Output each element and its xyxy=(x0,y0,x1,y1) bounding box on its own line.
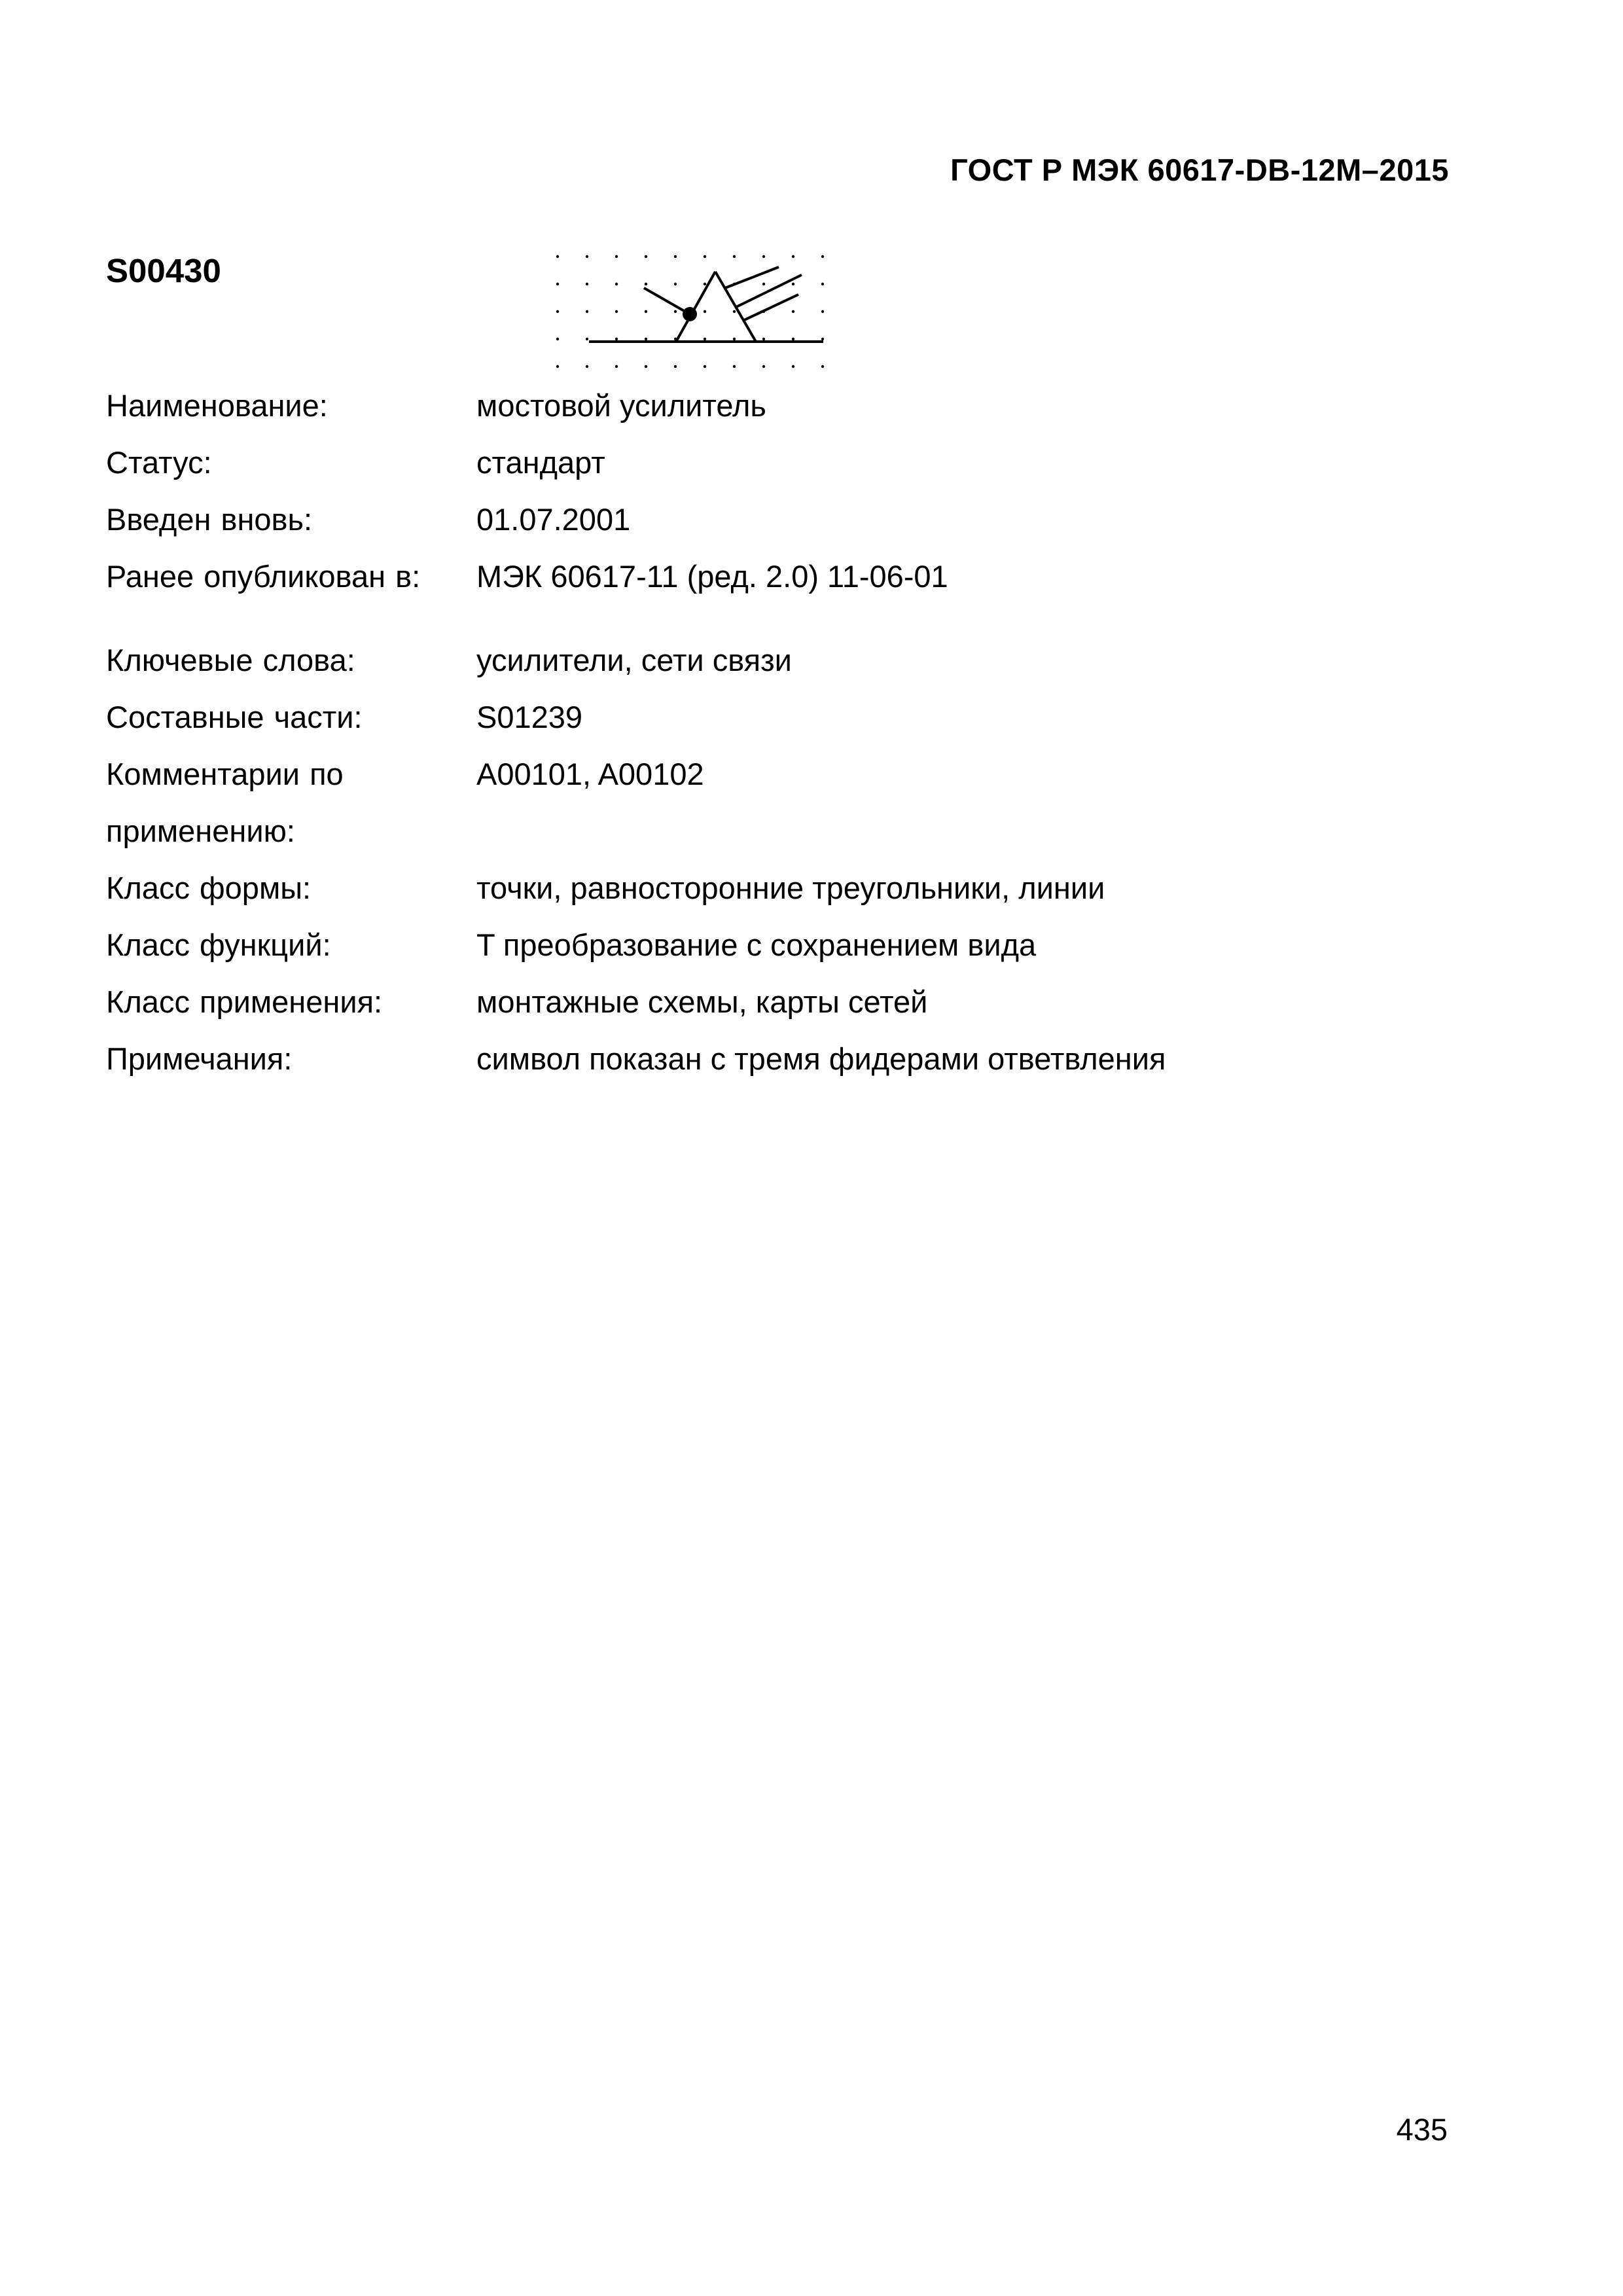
grid-dot xyxy=(821,365,824,368)
property-label: Ключевые слова: xyxy=(106,643,355,677)
property-label: Класс функций: xyxy=(106,927,331,962)
branch-feeder-1 xyxy=(725,267,779,288)
property-label: Комментарии по применению: xyxy=(106,757,344,848)
grid-dot xyxy=(762,255,765,258)
bridge-amplifier-symbol-svg xyxy=(543,249,857,373)
grid-dot xyxy=(674,365,677,368)
property-row-status xyxy=(106,434,1480,491)
property-row-application-class xyxy=(106,973,1480,1030)
grid-dot xyxy=(615,283,618,285)
grid-dot xyxy=(586,255,588,258)
property-value: T преобразование с сохранением вида xyxy=(476,927,1037,962)
property-value: точки, равносторонние треугольники, линии xyxy=(476,870,1105,905)
grid-dot xyxy=(586,365,588,368)
property-label: Ранее опубликован в: xyxy=(106,559,421,594)
property-value: мостовой усилитель xyxy=(476,388,766,423)
document-standard-header: ГОСТ Р МЭК 60617-DB-12М–2015 xyxy=(950,152,1449,187)
input-feeder-line xyxy=(644,288,690,314)
property-label: Класс применения: xyxy=(106,984,383,1019)
grid-dot xyxy=(645,365,647,368)
grid-dot xyxy=(704,283,706,285)
grid-dot xyxy=(762,283,765,285)
grid-dot xyxy=(762,365,765,368)
property-row-name xyxy=(106,377,1480,434)
property-row-introduced xyxy=(106,491,1480,548)
grid-dot xyxy=(704,365,706,368)
property-row-remarks xyxy=(106,1030,1480,1087)
symbol-code: S00430 xyxy=(106,252,221,289)
property-value: монтажные схемы, карты сетей xyxy=(476,984,928,1019)
property-value: S01239 xyxy=(476,700,583,734)
grid-dot xyxy=(586,310,588,313)
grid-dot xyxy=(704,310,706,313)
property-row-previously-published xyxy=(106,548,1480,605)
grid-dot xyxy=(733,365,736,368)
property-label: Введен вновь: xyxy=(106,502,313,537)
grid-dot xyxy=(556,338,559,340)
property-label: Составные части: xyxy=(106,700,363,734)
grid-dot xyxy=(615,338,618,340)
bridge-amplifier-symbol-figure xyxy=(543,249,857,373)
grid-dot xyxy=(615,255,618,258)
grid-dot xyxy=(704,338,706,340)
symbol-properties-table xyxy=(106,377,1480,1087)
property-label-container xyxy=(106,745,476,859)
page-number: 435 xyxy=(1396,2112,1448,2147)
grid-dot xyxy=(615,365,618,368)
property-row-keywords xyxy=(106,632,1480,689)
property-value: A00101, A00102 xyxy=(476,757,704,791)
grid-dot xyxy=(674,255,677,258)
property-label: Примечания: xyxy=(106,1041,293,1076)
grid-dot xyxy=(556,283,559,285)
grid-dot xyxy=(733,255,736,258)
grid-dot xyxy=(674,283,677,285)
grid-dot xyxy=(733,310,736,313)
property-row-function-class xyxy=(106,916,1480,973)
property-label: Наименование: xyxy=(106,388,328,423)
junction-dot xyxy=(683,307,697,321)
grid-dot xyxy=(733,338,736,340)
grid-dot xyxy=(792,283,794,285)
grid-dot xyxy=(704,255,706,258)
property-value: стандарт xyxy=(476,445,605,480)
grid-dot xyxy=(586,338,588,340)
grid-dot xyxy=(645,310,647,313)
grid-dot xyxy=(792,338,794,340)
grid-dot xyxy=(792,365,794,368)
property-label: Статус: xyxy=(106,445,212,480)
property-value: 01.07.2001 xyxy=(476,502,631,537)
grid-dot xyxy=(821,310,824,313)
property-value: МЭК 60617-11 (ред. 2.0) 11-06-01 xyxy=(476,559,948,594)
grid-dot xyxy=(821,283,824,285)
grid-dot xyxy=(615,310,618,313)
grid-dot xyxy=(821,338,824,340)
grid-dot xyxy=(792,310,794,313)
grid-dot xyxy=(821,255,824,258)
grid-dot xyxy=(762,338,765,340)
property-row-components xyxy=(106,689,1480,745)
grid-dot xyxy=(645,338,647,340)
grid-dot xyxy=(645,255,647,258)
grid-dot xyxy=(586,283,588,285)
property-row-application-notes xyxy=(106,745,1480,859)
property-value: символ показан с тремя фидерами ответвления xyxy=(476,1041,1166,1076)
grid-dot xyxy=(556,310,559,313)
property-value: усилители, сети связи xyxy=(476,643,792,677)
grid-dot xyxy=(674,310,677,313)
property-row-shape-class xyxy=(106,859,1480,916)
grid-dot xyxy=(556,365,559,368)
triangle-left-side xyxy=(676,272,715,342)
grid-dot xyxy=(792,255,794,258)
grid-dot xyxy=(556,255,559,258)
grid-dot xyxy=(645,283,647,285)
property-label: Класс формы: xyxy=(106,870,312,905)
